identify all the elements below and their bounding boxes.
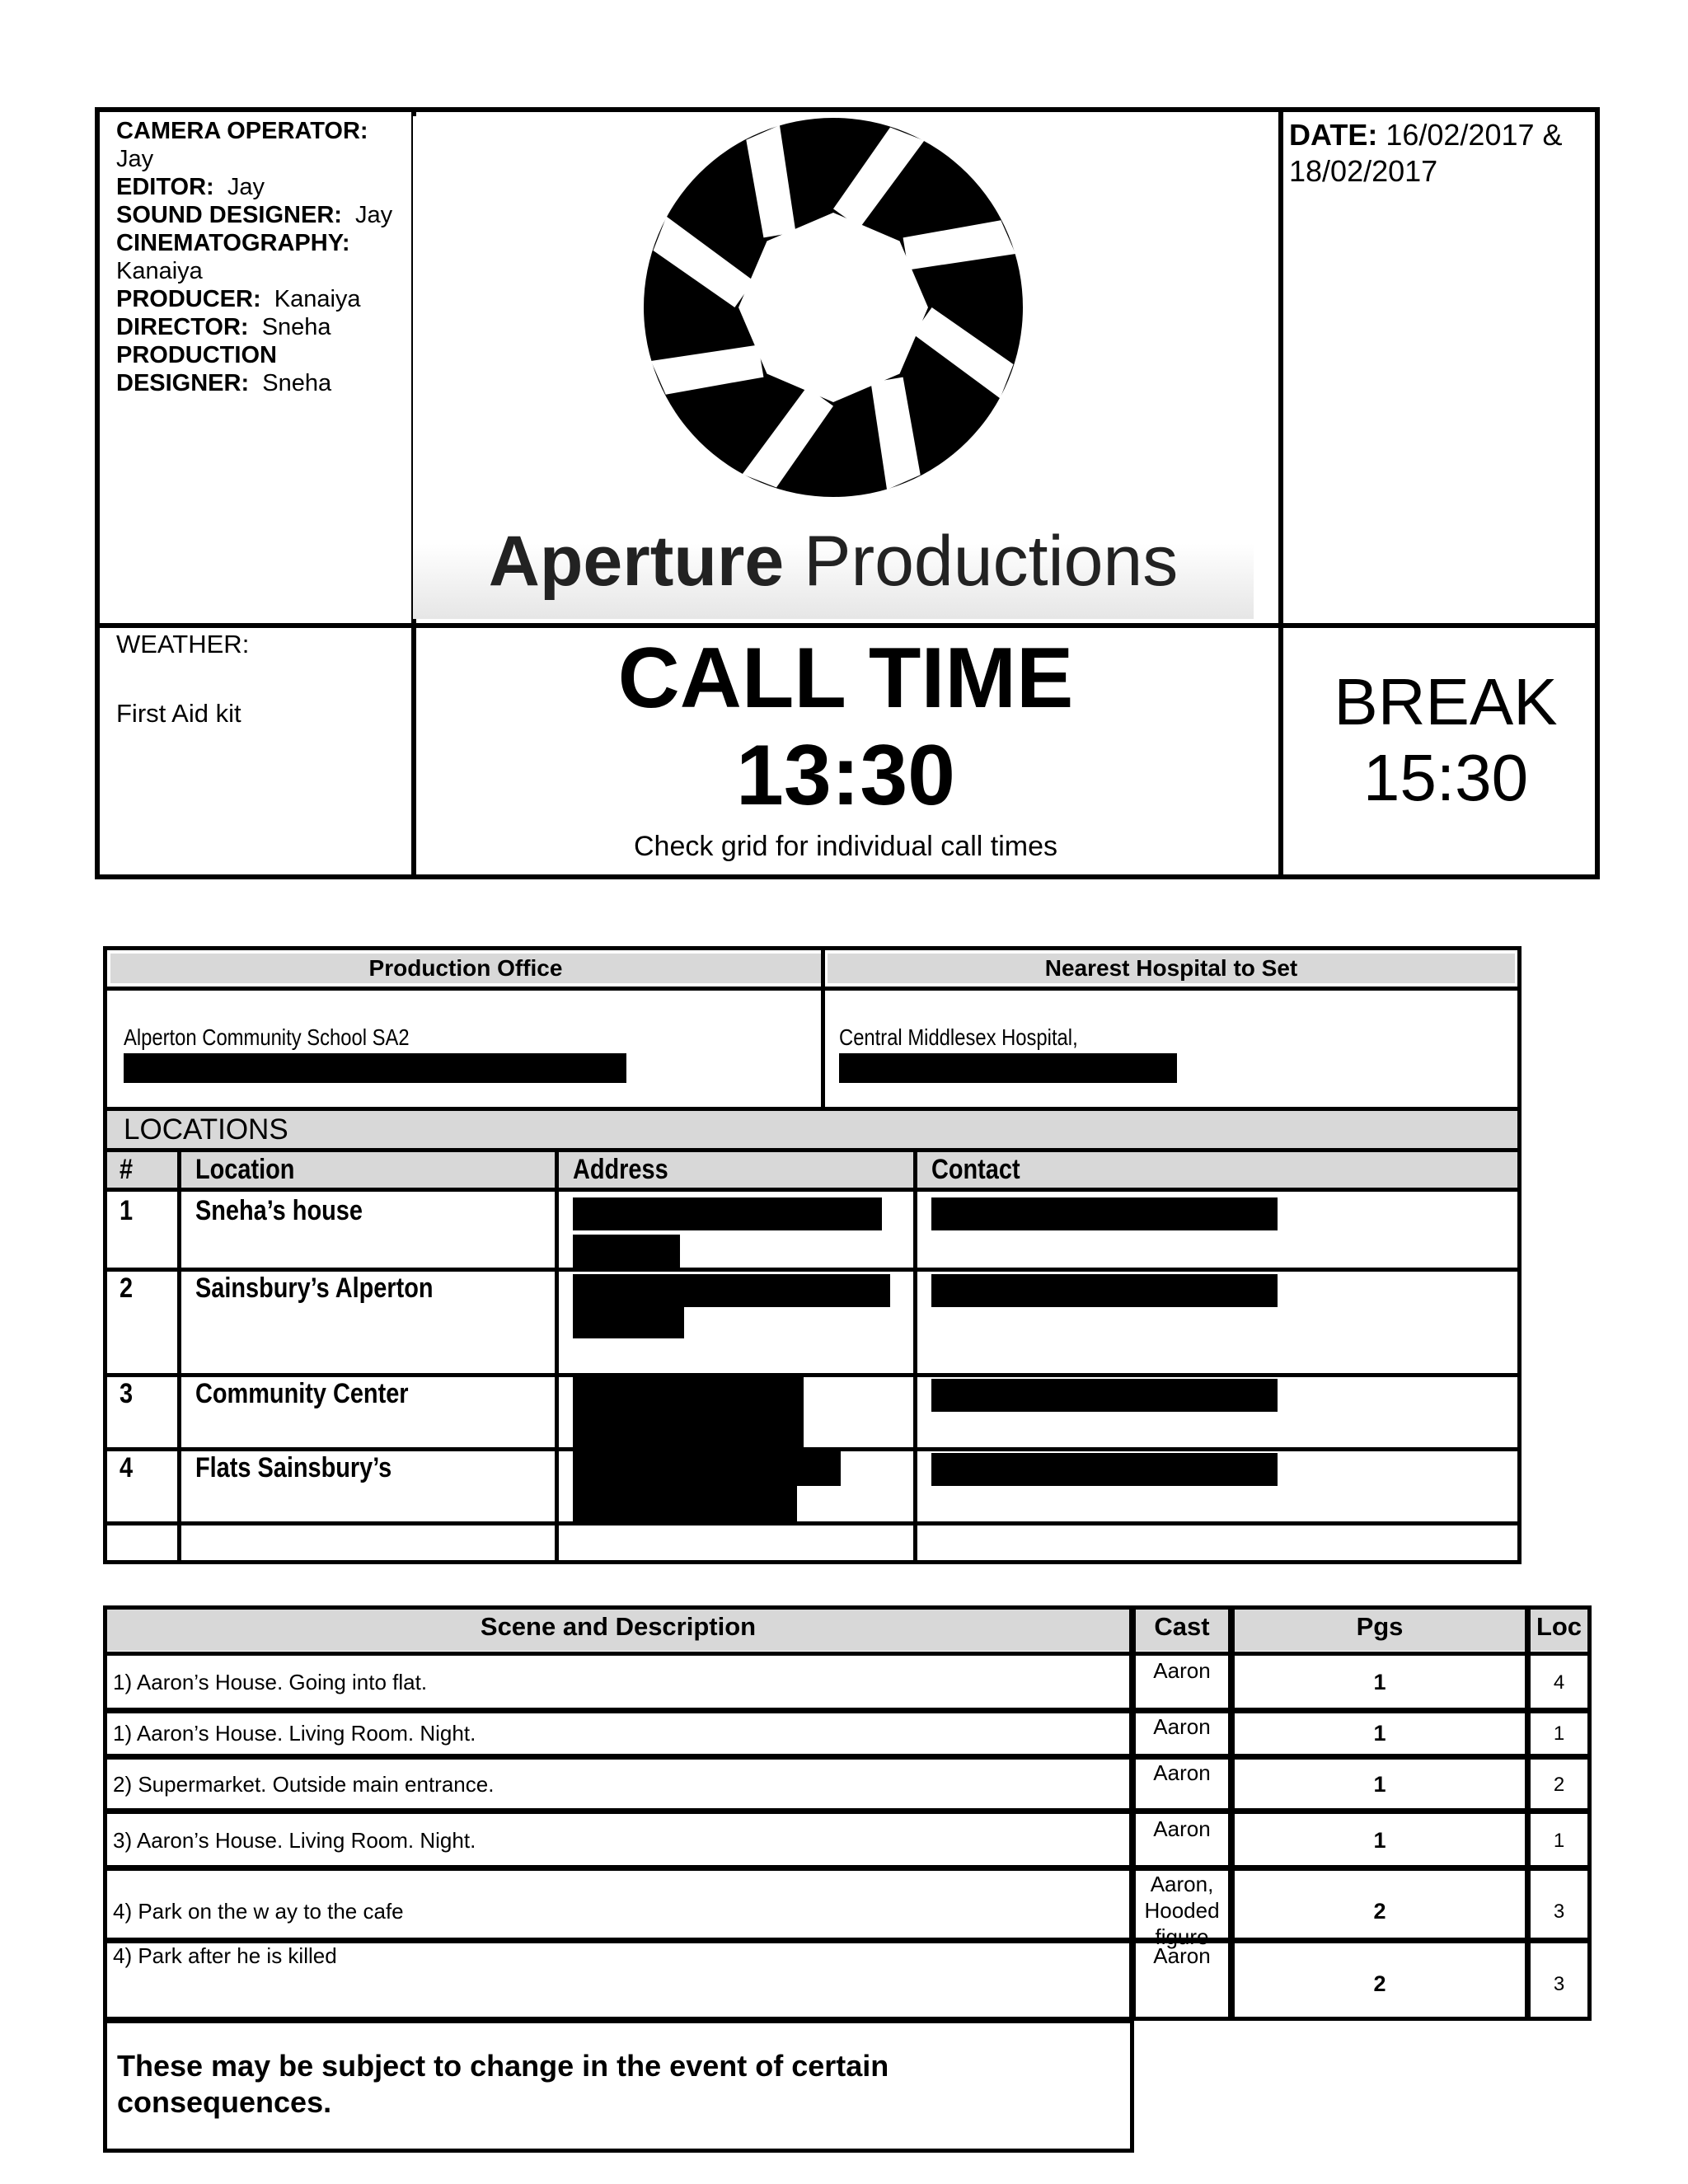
location-name: Flats Sainsbury’s bbox=[195, 1452, 392, 1483]
redacted-contact bbox=[931, 1379, 1278, 1412]
scene-pgs: 1 bbox=[1373, 1721, 1386, 1746]
crew-cinematography: CINEMATOGRAPHY: Kanaiya bbox=[116, 230, 350, 284]
scene-pgs: 1 bbox=[1373, 1772, 1386, 1797]
scene-col-cast: Cast bbox=[1154, 1612, 1210, 1641]
scene-col-loc: Loc bbox=[1536, 1612, 1582, 1641]
scene-cast: Aaron bbox=[1153, 1658, 1211, 1683]
scene-loc: 1 bbox=[1553, 1722, 1565, 1745]
break-title: BREAK bbox=[1334, 665, 1558, 738]
crew-director: DIRECTOR: Sneha bbox=[116, 314, 331, 340]
scene-description: 2) Supermarket. Outside main entrance. bbox=[113, 1772, 495, 1797]
scene-pgs: 1 bbox=[1373, 1828, 1386, 1853]
redacted-contact bbox=[931, 1197, 1278, 1230]
scene-pgs: 2 bbox=[1373, 1899, 1386, 1924]
callsheet-header bbox=[95, 107, 1600, 879]
company-logo bbox=[413, 116, 1254, 619]
crew-sound-designer: SOUND DESIGNER: Jay bbox=[116, 202, 393, 228]
scene-pgs: 1 bbox=[1373, 1670, 1386, 1694]
redacted-address bbox=[573, 1486, 797, 1521]
weather-label: WEATHER: bbox=[116, 630, 250, 658]
break-block bbox=[1289, 664, 1602, 816]
location-name: Sainsbury’s Alperton bbox=[195, 1272, 434, 1304]
loc-col-address: Address bbox=[573, 1154, 668, 1185]
scene-col-pgs: Pgs bbox=[1356, 1612, 1404, 1641]
logo-wordmark: Aperture Productions bbox=[488, 522, 1179, 601]
location-name: Community Center bbox=[195, 1378, 409, 1409]
locations-title: LOCATIONS bbox=[103, 1111, 1522, 1152]
scene-cast: Aaron bbox=[1153, 1714, 1211, 1739]
production-office-value: Alperton Community School SA2 bbox=[124, 1024, 410, 1050]
scene-description: 4) Park on the w ay to the cafe bbox=[113, 1899, 404, 1924]
redacted-contact bbox=[931, 1453, 1278, 1486]
production-office-header: Production Office bbox=[110, 954, 821, 983]
location-name: Sneha’s house bbox=[195, 1195, 363, 1226]
scene-loc: 4 bbox=[1553, 1671, 1565, 1694]
scene-description: 3) Aaron’s House. Living Room. Night. bbox=[113, 1828, 476, 1853]
scene-loc: 3 bbox=[1553, 1900, 1565, 1923]
redacted-office-address bbox=[124, 1053, 626, 1083]
scene-cast: Aaron, Hooded figure bbox=[1144, 1872, 1220, 1949]
redacted-address bbox=[573, 1197, 882, 1230]
scene-loc: 2 bbox=[1553, 1774, 1565, 1796]
scene-cast: Aaron bbox=[1153, 1760, 1211, 1785]
scene-loc: 3 bbox=[1553, 1973, 1565, 1995]
loc-col-num: # bbox=[120, 1154, 134, 1185]
scene-col-description: Scene and Description bbox=[480, 1612, 757, 1641]
crew-production-designer: PRODUCTION DESIGNER: Sneha bbox=[116, 342, 332, 396]
scene-description: 1) Aaron’s House. Going into flat. bbox=[113, 1670, 428, 1694]
call-time-note: Check grid for individual call times bbox=[634, 831, 1057, 862]
redacted-address bbox=[573, 1307, 684, 1338]
office-table bbox=[103, 946, 1522, 1111]
call-time-block bbox=[413, 630, 1278, 865]
hospital-header: Nearest Hospital to Set bbox=[828, 954, 1515, 983]
crew-editor: EDITOR: Jay bbox=[116, 174, 265, 200]
redacted-address bbox=[573, 1377, 804, 1447]
loc-col-contact: Contact bbox=[931, 1154, 1020, 1185]
redacted-address bbox=[573, 1274, 890, 1307]
scenes-table bbox=[103, 1605, 1592, 2026]
aperture-icon bbox=[644, 118, 1023, 497]
shoot-date: DATE: 16/02/2017 & 18/02/2017 bbox=[1289, 118, 1563, 188]
scene-cast: Aaron bbox=[1153, 1943, 1211, 1968]
call-time-title: CALL TIME bbox=[617, 630, 1074, 726]
crew-list bbox=[116, 117, 401, 397]
scene-loc: 1 bbox=[1553, 1830, 1565, 1852]
crew-camera-operator: CAMERA OPERATOR: Jay bbox=[116, 118, 368, 172]
crew-producer: PRODUCER: Kanaiya bbox=[116, 286, 361, 312]
scene-description: 4) Park after he is killed bbox=[113, 1943, 337, 1968]
footer-note-box bbox=[103, 2019, 1134, 2153]
footer-note: These may be subject to change in the event of certain consequences. bbox=[117, 2049, 889, 2119]
hospital-value: Central Middlesex Hospital, bbox=[839, 1024, 1078, 1050]
redacted-address bbox=[573, 1451, 841, 1486]
scene-description: 1) Aaron’s House. Living Room. Night. bbox=[113, 1721, 476, 1746]
loc-col-location: Location bbox=[195, 1154, 295, 1185]
break-time: 15:30 bbox=[1362, 741, 1529, 814]
call-time-value: 13:30 bbox=[736, 728, 955, 823]
scene-pgs: 2 bbox=[1373, 1971, 1386, 1996]
locations-table: LOCATIONS # Location Address Contact 1 Sneha’s house 2 Sainsbury’s Alperton 3 Community Center 4 Flats Sainsbury’s bbox=[103, 1111, 1522, 1605]
redacted-address bbox=[573, 1235, 680, 1268]
redacted-hospital-address bbox=[839, 1053, 1177, 1083]
scene-cast: Aaron bbox=[1153, 1816, 1211, 1841]
redacted-contact bbox=[931, 1274, 1278, 1307]
weather-block bbox=[116, 627, 249, 731]
weather-note: First Aid kit bbox=[116, 699, 241, 728]
